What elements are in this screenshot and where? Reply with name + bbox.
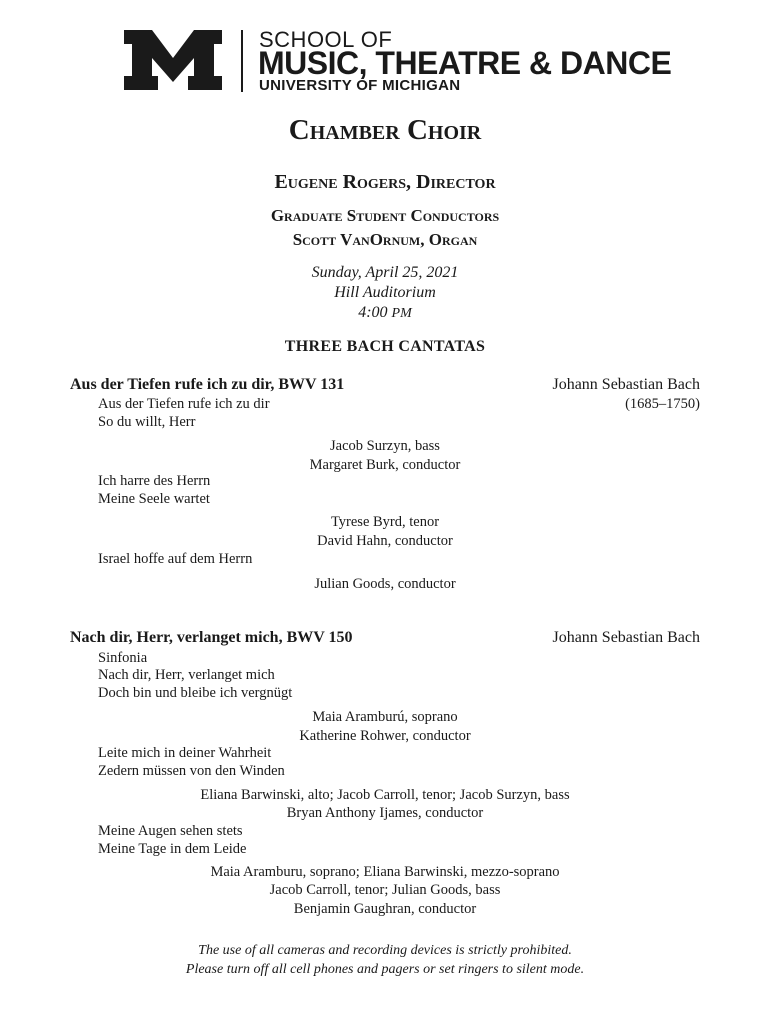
school-name: MUSIC, THEATRE & DANCE bbox=[258, 45, 672, 81]
performer: Eliana Barwinski, alto; Jacob Carroll, tenor; Jacob Surzyn, bass bbox=[200, 787, 570, 803]
logo-divider bbox=[241, 30, 243, 92]
ensemble-title: Chamber Choir bbox=[288, 114, 482, 146]
conductor: Katherine Rohwer, conductor bbox=[299, 728, 471, 744]
movement: Meine Tage in dem Leide bbox=[98, 841, 247, 857]
program-heading: THREE BACH CANTATAS bbox=[284, 338, 486, 355]
notice-cameras: The use of all cameras and recording devices is strictly prohibited. bbox=[198, 943, 572, 958]
composer-dates: (1685–1750) bbox=[625, 396, 700, 412]
event-date: Sunday, April 25, 2021 bbox=[311, 264, 459, 281]
notice-phones: Please turn off all cell phones and pagers or set ringers to silent mode. bbox=[185, 962, 585, 977]
performer: Tyrese Byrd, tenor bbox=[330, 514, 440, 530]
movement: Nach dir, Herr, verlanget mich bbox=[98, 667, 275, 683]
movement: Meine Seele wartet bbox=[98, 491, 210, 507]
director-line: Eugene Rogers, Director bbox=[274, 171, 496, 193]
conductor: David Hahn, conductor bbox=[317, 533, 453, 549]
graduate-conductors-line: Graduate Student Conductors bbox=[270, 206, 500, 225]
event-time bbox=[0, 304, 770, 322]
movement: Ich harre des Herrn bbox=[98, 473, 211, 489]
work-composer: Johann Sebastian Bach bbox=[552, 629, 700, 646]
school-of-label: SCHOOL OF bbox=[259, 27, 393, 52]
event-time-value: 4:00 bbox=[358, 304, 388, 321]
performer: Jacob Surzyn, bass bbox=[330, 438, 440, 454]
conductor: Julian Goods, conductor bbox=[314, 576, 456, 592]
organist-line: Scott VanOrnum, Organ bbox=[292, 230, 478, 249]
movement: Sinfonia bbox=[98, 650, 148, 666]
movement: Doch bin und bleibe ich vergnügt bbox=[98, 685, 293, 701]
performer: Maia Aramburú, soprano bbox=[312, 709, 458, 725]
movement: Aus der Tiefen rufe ich zu dir bbox=[98, 396, 270, 412]
movement: So du willt, Herr bbox=[98, 414, 196, 430]
event-venue: Hill Auditorium bbox=[334, 284, 436, 301]
conductor: Bryan Anthony Ijames, conductor bbox=[286, 805, 484, 821]
event-time-suffix: PM bbox=[391, 306, 412, 321]
university-name: UNIVERSITY OF MICHIGAN bbox=[259, 77, 461, 94]
conductor: Margaret Burk, conductor bbox=[309, 457, 461, 473]
conductor: Benjamin Gaughran, conductor bbox=[293, 901, 477, 917]
performer: Maia Aramburu, soprano; Eliana Barwinski, mezzo-soprano bbox=[210, 864, 560, 880]
movement: Israel hoffe auf dem Herrn bbox=[98, 551, 253, 567]
movement: Zedern müssen von den Winden bbox=[98, 763, 285, 779]
university-block-m-logo bbox=[124, 30, 222, 90]
work-composer: Johann Sebastian Bach bbox=[552, 376, 700, 393]
work-title: Aus der Tiefen rufe ich zu dir, BWV 131 bbox=[70, 376, 345, 393]
performer: Jacob Carroll, tenor; Julian Goods, bass bbox=[269, 882, 501, 898]
work-title: Nach dir, Herr, verlanget mich, BWV 150 bbox=[70, 629, 353, 646]
movement: Meine Augen sehen stets bbox=[98, 823, 243, 839]
movement: Leite mich in deiner Wahrheit bbox=[98, 745, 272, 761]
